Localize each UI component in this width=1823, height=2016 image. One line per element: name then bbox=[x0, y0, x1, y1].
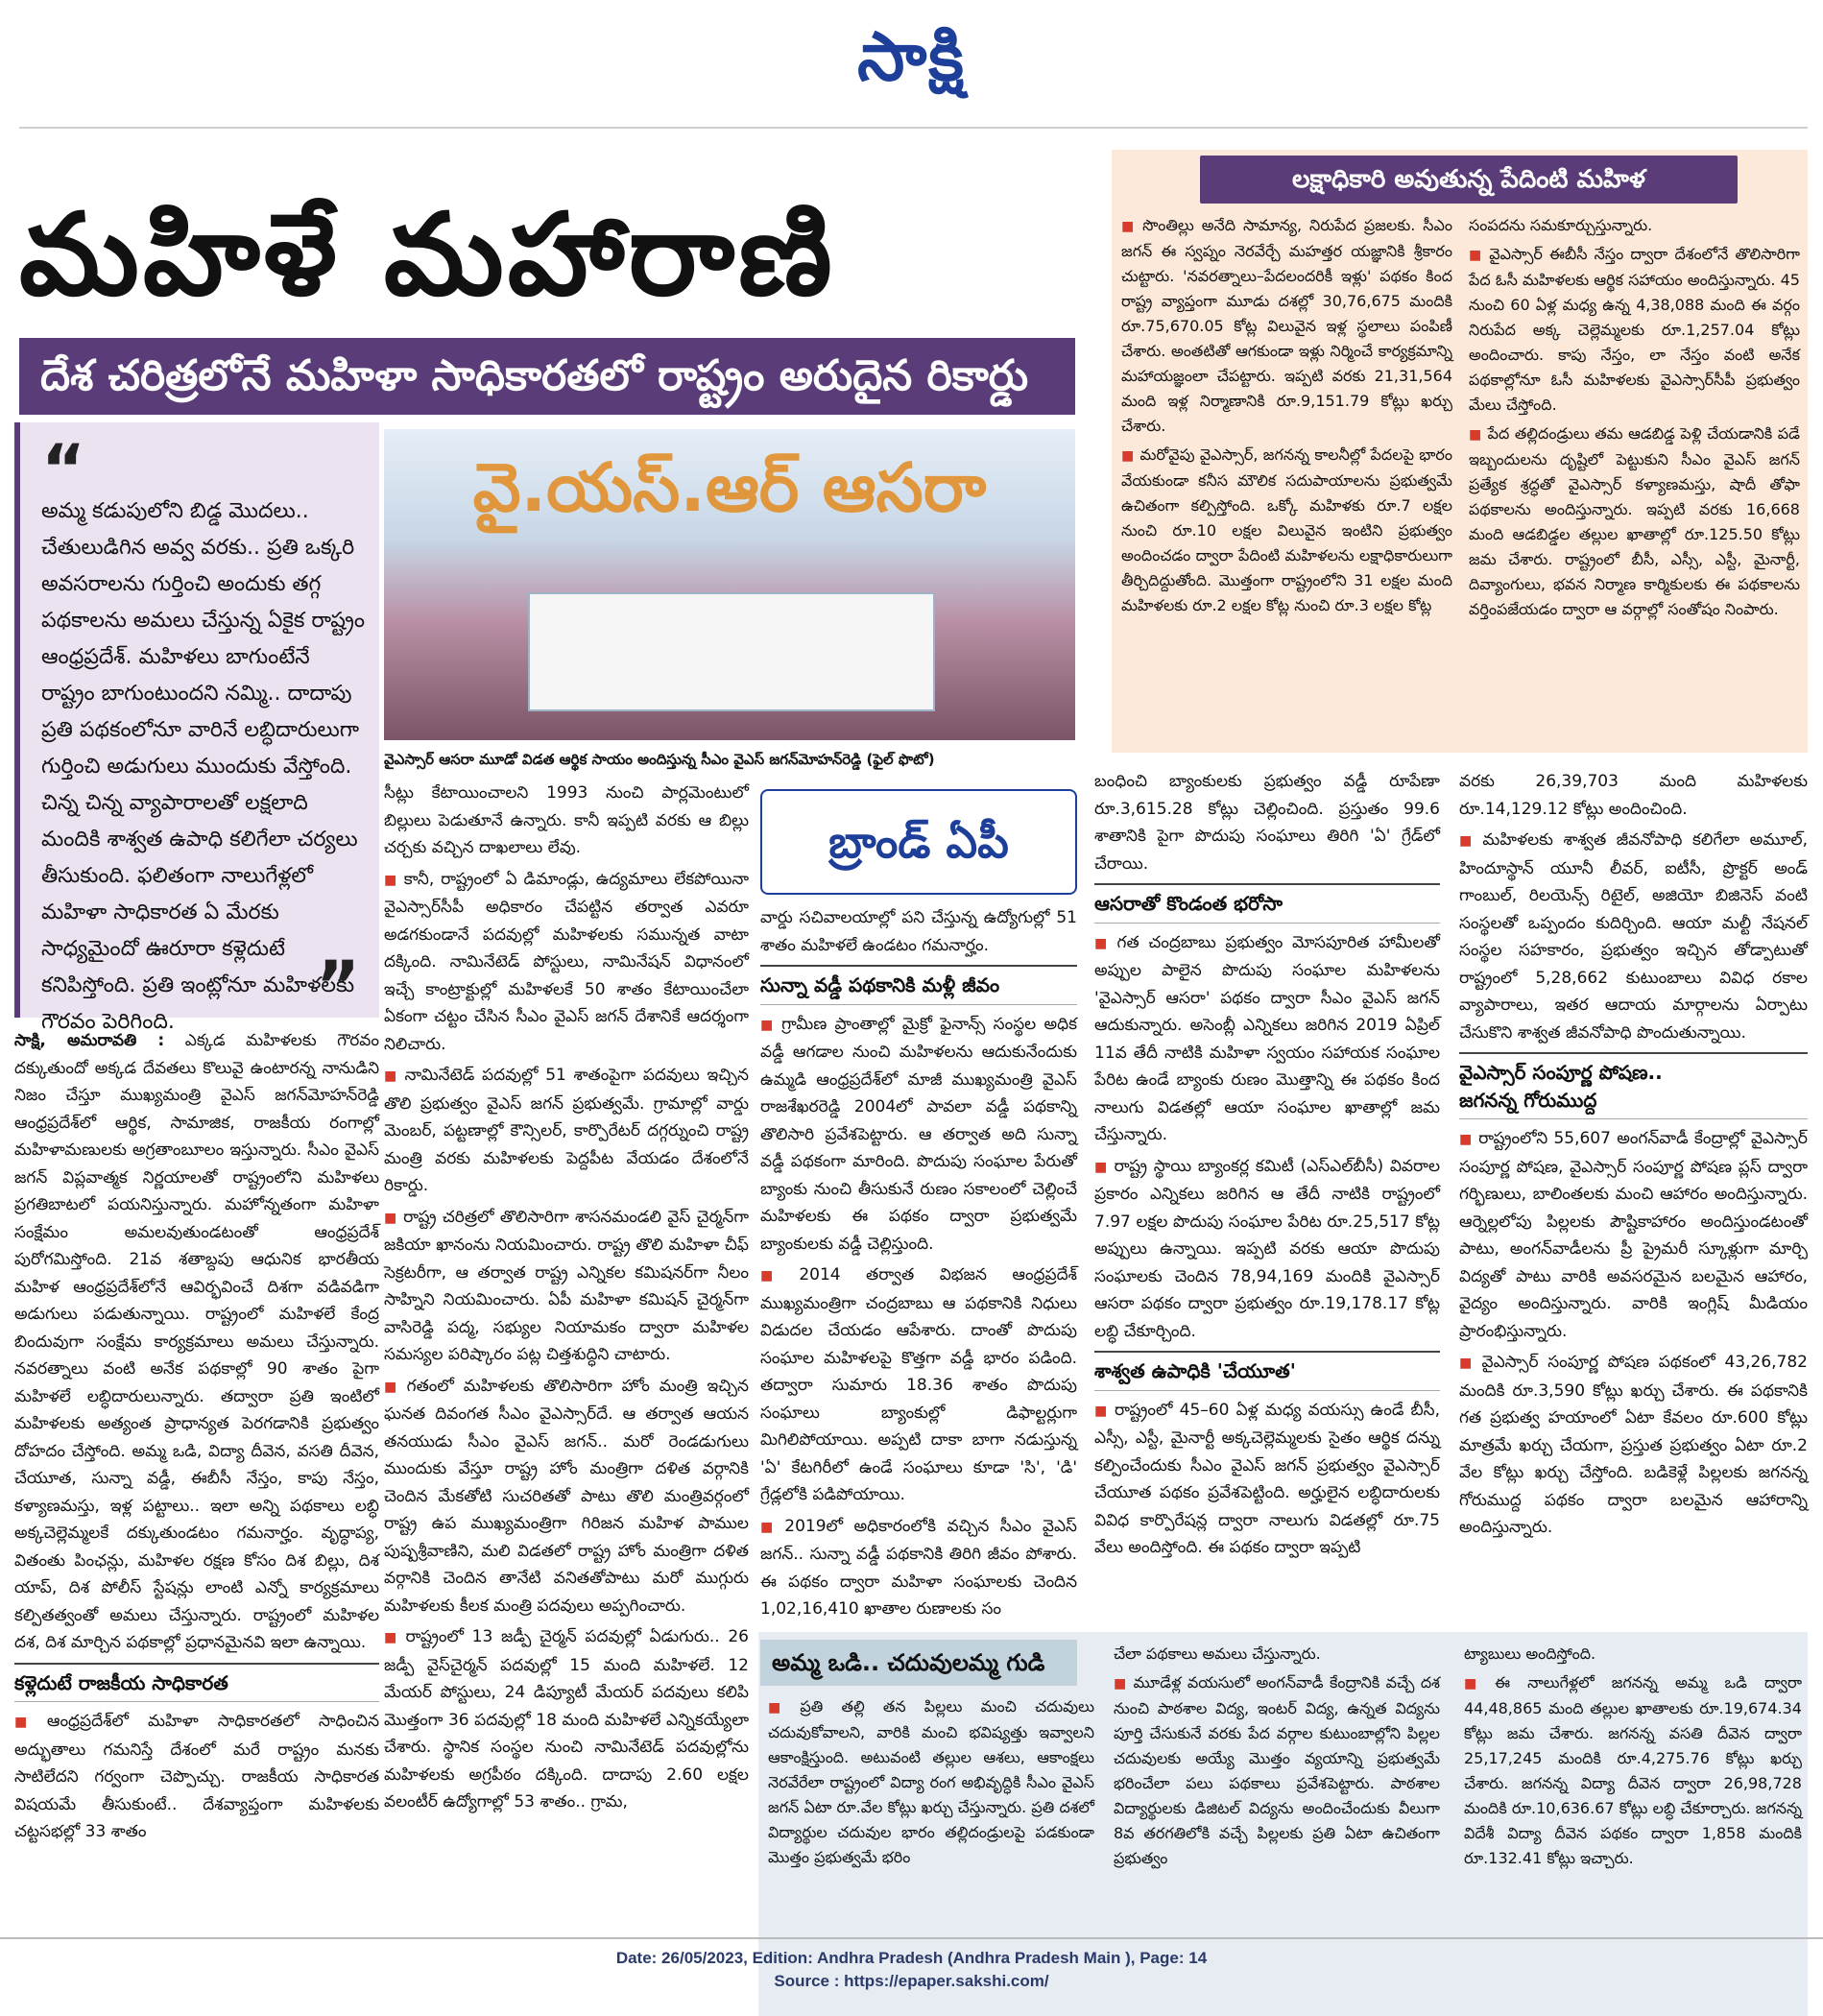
paragraph: మరోవైపు వైఎస్సార్, జగనన్న కాలనీల్లో పేదలపై భారం వేయకుండా కనీస మౌలిక సదుపాయాలను ప్రభుత్వమే ఉచితంగా కల్పిస్తోంది. ఒక్కో మహిళకు రూ.7 లక్షల నుంచి రూ.10 లక్షల విలువైన ఇంటిని ప్రభుత్వం అందించడం ద్వారా పేదింటి మహిళలను లక్షాధికారులుగా తీర్చిదిద్దుతోంది. మొత్తంగా రాష్ట్రంలోని 31 లక్షల మంది మహిళలకు రూ.2 లక్షల కోట్ల నుంచి రూ.3 లక్షల కోట్ల bbox=[1121, 445, 1453, 614]
pull-quote-text: అమ్మ కడుపులోని బిడ్డ మొదలు.. చేతులుడిగిన అవ్వ వరకు.. ప్రతి ఒక్కరి అవసరాలను గుర్తించి అందుకు తగ్గ పథకాలను అమలు చేస్తున్న ఏకైక రాష్ట్రం ఆంధ్రప్రదేశ్. మహిళలు బాగుంటేనే రాష్ట్రం బాగుంటుందని నమ్మి.. దాదాపు ప్రతి పథకంలోనూ వారినే లబ్ధిదారులుగా గుర్తించి అడుగులు ముందుకు వేస్తోంది. చిన్న చిన్న వ్యాపారాలతో లక్షలాది మందికి శాశ్వత ఉపాధి కలిగేలా చర్యలు తీసుకుంది. ఫలితంగా నాలుగేళ్లలో మహిళా సాధికారత ఏ మేరకు సాధ్యమైందో ఊరూరా కళ్లెదుటే కనిపిస్తోంది. ప్రతి ఇంట్లోనూ మహిళలకు గౌరవం పెరిగింది. bbox=[41, 499, 366, 1034]
paragraph: ఈ నాలుగేళ్లలో జగనన్న అమ్మ ఒడి ద్వారా 44,48,865 మంది తల్లుల ఖాతాలకు రూ.19,674.34 కోట్లు జమ చేశారు. జగనన్న వసతి దీవెన ద్వారా 25,17,245 మందికి రూ.4,275.76 కోట్లు ఖర్చు చేశారు. జగనన్న విద్యా దీవెన ద్వారా 26,98,728 మందికి రూ.10,636.67 కోట్లు లబ్ధి చేకూర్చారు. జగనన్న విదేశీ విద్యా దీవెన పథకం ద్వారా 1,858 మందికి రూ.132.41 కోట్లు ఇచ్చారు. bbox=[1464, 1673, 1802, 1867]
section-heading-line-1: వైఎస్సార్ సంపూర్ణ పోషణ.. bbox=[1459, 1061, 1663, 1084]
paragraph: చేలా పథకాలు అమలు చేస్తున్నారు. bbox=[1114, 1644, 1321, 1663]
article-column-1 bbox=[14, 1027, 379, 1930]
bullet-icon: ■ bbox=[760, 1519, 780, 1535]
sidebar-column-right bbox=[1469, 213, 1800, 746]
bullet-icon: ■ bbox=[384, 1630, 400, 1645]
section-heading: సున్నా వడ్డీ పథకానికి మళ్లీ జీవం bbox=[760, 965, 1077, 1005]
bullet-icon: ■ bbox=[1094, 1159, 1109, 1175]
paragraph: రాష్ట్రంలోని 55,607 అంగన్‌వాడీ కేంద్రాల్లో వైఎస్సార్ సంపూర్ణ పోషణ, వైఎస్సార్ సంపూర్ణ పోషణ ప్లస్ ద్వారా గర్భిణులు, బాలింతలకు మంచి ఆహారం అందిస్తున్నారు. ఆర్నెల్లలోపు పిల్లలకు పౌష్టికాహారం అందిస్తుండటంతో పాటు, అంగన్‌వాడీలను ప్రీ ప్రైమరీ స్కూళ్లుగా మార్చి విద్యతో పాటు వారికి అవసరమైన బలమైన ఆహారం, వైద్యం అందిస్తున్నారు. వారికి ఇంగ్లిష్ మీడియం ప్రారంభిస్తున్నారు. bbox=[1459, 1129, 1808, 1341]
section-heading: శాశ్వత ఉపాధికి 'చేయూత' bbox=[1094, 1351, 1440, 1391]
bullet-icon: ■ bbox=[384, 1068, 399, 1084]
bullet-icon: ■ bbox=[760, 1268, 794, 1284]
paragraph: ప్రతి తల్లి తన పిల్లలు మంచి చదువులు చదువుకోవాలని, వారికి మంచి భవిష్యత్తు ఇవ్వాలని ఆకాంక్షిస్తుంది. అటువంటి తల్లుల ఆశలు, ఆకాంక్షలు నెరవేరేలా రాష్ట్రంలో విద్యా రంగ అభివృద్ధికి సీఎం వైఎస్ జగన్ ఏటా రూ.వేల కోట్లు ఖర్చు చేస్తున్నారు. ప్రతి దశలో విద్యార్థుల చదువుల భారం తల్లిదండ్రులపై పడకుండా మొత్తం ప్రభుత్వమే భరిం bbox=[768, 1697, 1094, 1866]
paragraph: సంపదను సమకూర్చుస్తున్నారు. bbox=[1469, 216, 1653, 234]
footer bbox=[0, 1937, 1823, 2004]
article-column-3 bbox=[760, 904, 1077, 1624]
paragraph: పేద తల్లిదండ్రులు తమ ఆడబిడ్డ పెళ్లి చేయడానికి పడే ఇబ్బందులను దృష్టిలో పెట్టుకుని సీఎం వైఎస్ జగన్ ప్రత్యేక శ్రద్ధతో వైఎస్సార్ కళ్యాణమస్తు, షాదీ తోఫా పథకాలను అందిస్తున్నారు. ఇప్పటి వరకు 16,668 మంది ఆడబిడ్డల తల్లుల ఖాతాల్లో రూ.125.50 కోట్లు జమ చేశారు. రాష్ట్రంలో బీసీ, ఎస్సీ, ఎస్టీ, మైనార్టీ, దివ్యాంగులు, భవన నిర్మాణ కార్మికులకు ఈ పథకాలను వర్తింపజేయడం ద్వారా ఆ వర్గాల్లో సంతోషం నింపారు. bbox=[1469, 424, 1800, 618]
open-quote-icon: “ bbox=[41, 430, 86, 509]
section-heading: కళ్లెదుటే రాజకీయ సాధికారత bbox=[14, 1663, 379, 1703]
bullet-icon: ■ bbox=[1094, 1403, 1109, 1419]
bullet-icon: ■ bbox=[384, 872, 398, 888]
section-heading-line-2: జగనన్న గోరుముద్ద bbox=[1459, 1088, 1597, 1112]
paragraph: ట్యాబులు అందిస్తోంది. bbox=[1464, 1644, 1596, 1663]
bullet-icon: ■ bbox=[760, 1017, 777, 1033]
bullet-icon: ■ bbox=[1464, 1676, 1490, 1692]
paragraph: వైఎస్సార్ ఈబీసీ నేస్తం ద్వారా దేశంలోనే తొలిసారిగా పేద ఓసీ మహిళలకు ఆర్థిక సహాయం అందిస్తున్నారు. 45 నుంచి 60 ఏళ్ల మధ్య ఉన్న 4,38,088 మంది ఈ వర్గం నిరుపేద అక్క చెల్లెమ్మలకు రూ.1,257.04 కోట్లు అందించారు. కాపు నేస్తం, లా నేస్తం వంటి అనేక పథకాల్లోనూ ఓసీ మహిళలకు వైఎస్సార్‌సీపీ ప్రభుత్వం మేలు చేస్తోంది. bbox=[1469, 245, 1800, 414]
bullet-icon: ■ bbox=[384, 1379, 401, 1395]
bullet-icon: ■ bbox=[1114, 1676, 1128, 1692]
bullet-icon: ■ bbox=[1459, 1356, 1476, 1371]
subheadline: దేశ చరిత్రలోనే మహిళా సాధికారతలో రాష్ట్రం అరుదైన రికార్డు bbox=[19, 338, 1075, 415]
headline: మహిళే మహారాణి bbox=[19, 188, 836, 321]
paragraph: వరకు 26,39,703 మంది మహిళలకు రూ.14,129.12 కోట్లు అందించింది. bbox=[1459, 772, 1808, 819]
article-column-5 bbox=[1459, 768, 1808, 1622]
bottom-box-title: అమ్మ ఒడి.. చదువులమ్మ గుడి bbox=[760, 1640, 1077, 1686]
brand-ap-logo: బ్రాండ్ ఏపీ bbox=[760, 789, 1077, 895]
paragraph: 2014 తర్వాత విభజన ఆంధ్రప్రదేశ్ ముఖ్యమంత్రిగా చంద్రబాబు ఆ పథకానికి నిధులు విడుదల చేయడం ఆపేశారు. దాంతో పొదుపు సంఘాల మహిళలపై కొత్తగా వడ్డీ భారం పడింది. తద్వారా సుమారు 18.36 శాతం పొదుపు సంఘాలు బ్యాంకుల్లో డిఫాల్టర్లుగా మిగిలిపోయాయి. అప్పటి దాకా బాగా నడుస్తున్న 'ఏ' కేటగిరీలో ఉండే సంఘాలు కూడా 'సి', 'డి' గ్రేడ్లలోకి పడిపోయాయి. bbox=[760, 1265, 1078, 1504]
bullet-icon: ■ bbox=[768, 1700, 795, 1716]
cheque-graphic bbox=[528, 592, 935, 711]
bullet-icon: ■ bbox=[1469, 248, 1484, 263]
bullet-icon: ■ bbox=[1094, 935, 1112, 951]
bottom-column-1 bbox=[768, 1694, 1094, 1925]
bullet-icon: ■ bbox=[384, 1210, 398, 1226]
paragraph: 2019లో అధికారంలోకి వచ్చిన సీఎం వైఎస్ జగన్.. సున్నా వడ్డీ పథకానికి తిరిగి జీవం పోశారు. ఈ పథకం ద్వారా మహిళా సంఘాలకు చెందిన 1,02,16,410 ఖాతాల రుణాలకు సం bbox=[760, 1516, 1077, 1619]
sidebar-column-left bbox=[1121, 213, 1452, 746]
section-heading: ఆసరాతో కొండంత భరోసా bbox=[1094, 883, 1440, 924]
paragraph: వైఎస్సార్ సంపూర్ణ పోషణ పథకంలో 43,26,782 మందికి రూ.3,590 కోట్లు ఖర్చు చేశారు. ఈ పథకానికి గత ప్రభుత్వ హయాంలో ఏటా కేవలం రూ.600 కోట్లు మాత్రమే ఖర్చు చేయగా, ప్రస్తుత ప్రభుత్వం ఏటా రూ.2 వేల కోట్లు ఖర్చు చేస్తోంది. బడికెళ్లే పిల్లలకు జగనన్న గోరుముద్ద పథకం ద్వారా బలమైన ఆహారాన్ని అందిస్తున్నారు. bbox=[1459, 1353, 1808, 1537]
pull-quote bbox=[14, 422, 379, 1034]
footer-date-line: Date: 26/05/2023, Edition: Andhra Pradesh (Andhra Pradesh Main ), Page: 14 bbox=[615, 1949, 1208, 1967]
bullet-icon: ■ bbox=[1121, 219, 1138, 234]
close-quote-icon: ” bbox=[315, 947, 360, 1025]
newspaper-logo[interactable]: సాక్షి bbox=[857, 17, 966, 96]
paragraph: ఆంధ్రప్రదేశ్‌లో మహిళా సాధికారతలో సాధించిన అద్భుతాలు గమనిస్తే దేశంలో మరే రాష్ట్రం మనకు సాటిలేదని గర్వంగా చెప్పొచ్చు. రాజకీయ సాధికారత విషయమే తీసుకుంటే.. దేశవ్యాప్తంగా మహిళలకు చట్టసభల్లో 33 శాతం bbox=[14, 1712, 379, 1841]
paragraph: బంధించి బ్యాంకులకు ప్రభుత్వం వడ్డీ రూపేణా రూ.3,615.28 కోట్లు చెల్లించింది. ప్రస్తుతం 99.6 శాతానికి పైగా పొదుపు సంఘాలు తిరిగి 'ఏ' గ్రేడ్‌లో చేరాయి. bbox=[1094, 772, 1440, 874]
footer-source-link[interactable]: Source : https://epaper.sakshi.com/ bbox=[774, 1972, 1049, 1990]
article-column-4 bbox=[1094, 768, 1440, 1622]
paragraph: సొంతిల్లు అనేది సామాన్య, నిరుపేద ప్రజలకు. సీఎం జగన్ ఈ స్వప్నం నెరవేర్చే మహత్తర యజ్ఞానికి శ్రీకారం చుట్టారు. 'నవరత్నాలు–పేదలందరికీ ఇళ్లు' పథకం కింద రాష్ట్ర వ్యాప్తంగా మూడు దశల్లో 30,76,675 మందికి రూ.75,670.05 కోట్ల విలువైన ఇళ్ల స్థలాలు పంపిణీ చేశారు. అంతటితో ఆగకుండా ఇళ్లు నిర్మించే కార్యక్రమాన్ని మహాయజ్ఞంలా చేపట్టారు. ఇప్పటి వరకు 21,31,564 మంది ఇళ్ల నిర్మాణానికి రూ.9,151.79 కోట్లు ఖర్చు చేశారు. bbox=[1121, 216, 1453, 435]
bullet-icon: ■ bbox=[1469, 427, 1482, 443]
paragraph: సీట్లు కేటాయించాలని 1993 నుంచి పార్లమెంటులో బిల్లులు పెడుతూనే ఉన్నారు. కానీ ఇప్పటి వరకు ఆ బిల్లు చర్చకు వచ్చిన దాఖలాలు లేవు. bbox=[384, 783, 749, 857]
article-column-2 bbox=[384, 780, 749, 1930]
bullet-icon: ■ bbox=[1121, 448, 1135, 464]
paragraph: గ్రామీణ ప్రాంతాల్లో మైక్రో ఫైనాన్స్ సంస్థల అధిక వడ్డీ ఆగడాల నుంచి మహిళలను ఆదుకునేందుకు ఉమ్మడి ఆంధ్రప్రదేశ్‌లో మాజీ ముఖ్యమంత్రి వైఎస్ రాజశేఖరరెడ్డి 2004లో పావలా వడ్డీ పథకాన్ని తొలిసారి ప్రవేశపెట్టారు. ఆ తర్వాత అది సున్నా వడ్డీ పథకంగా మారింది. పొదుపు సంఘాల పేరుతో బ్యాంకు నుంచి తీసుకునే రుణం సకాలంలో చెల్లించే మహిళలకు ఈ పథకం ద్వారా ప్రభుత్వమే బ్యాంకులకు వడ్డీ చెల్లిస్తుంది. bbox=[760, 1014, 1077, 1254]
paragraph: మూడేళ్ల వయసులో అంగన్‌వాడీ కేంద్రానికి వచ్చే దశ నుంచి పాఠశాల విద్య, ఇంటర్ విద్య, ఉన్నత విద్యను పూర్తి చేసుకునే వరకు పేద వర్గాల కుటుంబాల్లోని పిల్లల చదువులకు అయ్యే మొత్తం వ్యయాన్ని ప్రభుత్వమే భరించేలా పలు పథకాలు ప్రవేశపెట్టారు. పాఠశాల విద్యార్థులకు డిజిటల్ విద్యను అందించేందుకు వీలుగా 8వ తరగతిలోకి వచ్చే పిల్లలకు ప్రతి ఏటా ఉచితంగా ప్రభుత్వం bbox=[1114, 1673, 1440, 1867]
paragraph: గత చంద్రబాబు ప్రభుత్వం మోసపూరిత హామీలతో అప్పుల పాలైన పొదుపు సంఘాల మహిళలను 'వైఎస్సార్ ఆసరా' పథకం ద్వారా సీఎం వైఎస్ జగన్ ఆదుకున్నారు. అసెంబ్లీ ఎన్నికలు జరిగిన 2019 ఏప్రిల్ 11వ తేదీ నాటికి మహిళా స్వయం సహాయక సంఘాల పేరిట ఉండే బ్యాంకు రుణం మొత్తాన్ని ఈ పథకం కింద నాలుగు విడతల్లో ఆయా సంఘాల ఖాతాల్లో జమ చేస్తున్నారు. bbox=[1094, 932, 1440, 1144]
paragraph: మహిళలకు శాశ్వత జీవనోపాధి కలిగేలా అమూల్, హిందూస్థాన్ యూనీ లీవర్, ఐటీసీ, ప్రొక్టర్ అండ్ గాంబుల్, రిలయెన్స్ రిటైల్, అజియో బిజినెస్ వంటి సంస్థలతో ఒప్పందం కుదిర్చింది. ఆయా మల్టీ నేషనల్ సంస్థల సహకారం, ప్రభుత్వం ఇచ్చిన తోడ్పాటుతో రాష్ట్రంలో 5,28,662 కుటుంబాలు వివిధ రకాల వ్యాపారాలు, ఇతర ఆదాయ మార్గాలను ఏర్పాటు చేసుకొని శాశ్వత జీవనోపాధి పొందుతున్నాయి. bbox=[1459, 830, 1808, 1043]
paragraph: కానీ, రాష్ట్రంలో ఏ డిమాండ్లు, ఉద్యమాలు లేకపోయినా వైఎస్సార్‌సీపీ అధికారం చేపట్టిన తర్వాత ఎవరూ అడగకుండానే పదవుల్లో మహిళలకు సమున్నత వాటా దక్కింది. నామినేటెడ్ పోస్టులు, నామినేషన్ విధానంలో ఇచ్చే కాంట్రాక్టుల్లో మహిళలకే 50 శాతం కేటాయించేలా ఏకంగా చట్టం చేసిన సీఎం వైఎస్ జగన్ దేశానికే ఆదర్శంగా నిలిచారు. bbox=[384, 869, 749, 1054]
bullet-icon: ■ bbox=[14, 1715, 41, 1730]
photo-banner: వై.యస్.ఆర్ ఆసరా bbox=[472, 448, 987, 527]
paragraph: వార్డు సచివాలయాల్లో పని చేస్తున్న ఉద్యోగుల్లో 51 శాతం మహిళలే ఉండటం గమనార్హం. bbox=[760, 908, 1077, 955]
bullet-icon: ■ bbox=[1459, 833, 1477, 849]
sidebar-title: లక్షాధికారి అవుతున్న పేదింటి మహిళ bbox=[1200, 156, 1738, 204]
photo-caption: వైఎస్సార్ ఆసరా మూడో విడత ఆర్థిక సాయం అందిస్తున్న సీఎం వైఎస్ జగన్‌మోహన్‌రెడ్డి (ఫైల్ ఫొటో) bbox=[384, 751, 935, 768]
paragraph: రాష్ట్రంలో 45–60 ఏళ్ల మధ్య వయస్సు ఉండే బీసీ, ఎస్సీ, ఎస్టీ, మైనార్టీ అక్కచెల్లెమ్మలకు సైతం ఆర్థిక దన్ను కల్పించేందుకు సీఎం వైఎస్ జగన్ ప్రభుత్వం వైఎస్సార్ చేయూత పథకం ప్రవేశపెట్టింది. అర్హులైన లబ్ధిదారులకు వివిధ కార్పొరేషన్ల ద్వారా నాలుగు విడతల్లో రూ.75 వేలు అందిస్తోంది. ఈ పథకం ద్వారా ఇప్పటి bbox=[1094, 1400, 1440, 1557]
paragraph: ఎక్కడ మహిళలకు గౌరవం దక్కుతుందో అక్కడ దేవతలు కొలువై ఉంటారన్న నానుడిని నిజం చేస్తూ ముఖ్యమంత్రి వైఎస్ జగన్‌మోహన్‌రెడ్డి ఆంధ్రప్రదేశ్‌లో ఆర్థిక, సామాజిక, రాజకీయ రంగాల్లో మహిళామణులకు అగ్రతాంబూలం ఇస్తున్నారు. సీఎం వైఎస్ జగన్ విప్లవాత్మక నిర్ణయాలతో రాష్ట్రంలోని మహిళలు ప్రగతిబాటలో పయనిస్తున్నారు. మహోన్నతంగా మహిళా సంక్షేమం అమలవుతుండటంతో ఆంధ్రప్రదేశ్ పురోగమిస్తోంది. 21వ శతాబ్దపు ఆధునిక భారతీయ మహిళ ఆంధ్రప్రదేశ్‌లోనే ఆవిర్భవించే దిశగా వడివడిగా అడుగులు పడుతున్నాయి. రాష్ట్రంలో మహిళలే కేంద్ర బిందువుగా సంక్షేమ కార్యక్రమాలు అమలు చేస్తున్నారు. నవరత్నాలు వంటి అనేక పథకాల్లో 90 శాతం పైగా మహిళలే లబ్ధిదారులున్నారు. తద్వారా ప్రతి ఇంటిలో మహిళలకు అత్యంత ప్రాధాన్యత పెరగడానికి ప్రభుత్వం దోహదం చేస్తోంది. అమ్మ ఒడి, విద్యా దీవెన, వసతి దీవెన, చేయూత, సున్నా వడ్డీ, ఈబీసీ నేస్తం, కాపు నేస్తం, కళ్యాణమస్తు, ఇళ్ల పట్టాలు.. ఇలా అన్ని పథకాలు లబ్ధి అక్కచెల్లెమ్మలకే దక్కుతుండటం గమనార్హం. వృద్ధాప్య, వితంతు పింఛన్లు, మహిళల రక్షణ కోసం దిశ బిల్లు, దిశ యాప్, దిశ పోలీస్ స్టేషన్లు లాంటి ఎన్నో కార్యక్రమాలు కల్పితత్వంతో అమలు చేస్తున్నారు. రాష్ట్రంలో మహిళల దశ, దిశ మార్చిన పథకాల్లో ప్రధానమైనవి ఇలా ఉన్నాయి. bbox=[14, 1031, 379, 1652]
bullet-icon: ■ bbox=[1459, 1132, 1474, 1147]
paragraph: నామినేటెడ్ పదవుల్లో 51 శాతంపైగా పదవులు ఇచ్చిన తొలి ప్రభుత్వం వైఎస్ జగన్ ప్రభుత్వమే. గ్రామాల్లో వార్డు మెంబర్, పట్టణాల్లో కౌన్సిలర్, కార్పొరేటర్ దగ్గర్నుంచి రాష్ట్ర మంత్రి వరకు మహిళలకు పెద్దపీట వేయడం దేశంలోనే రికార్డు. bbox=[384, 1066, 749, 1195]
section-heading bbox=[1459, 1052, 1808, 1119]
bottom-column-2 bbox=[1114, 1642, 1440, 1925]
paragraph: రాష్ట్ర చరిత్రలో తొలిసారిగా శాసనమండలి వైస్ చైర్మన్‌గా జకియా ఖానంను నియమించారు. రాష్ట్ర తొలి మహిళా చీఫ్ సెక్రటరీగా, ఆ తర్వాత రాష్ట్ర ఎన్నికల కమిషనర్‌గా నీలం సాహ్నిని నియమించారు. ఏపీ మహిళా కమిషన్ చైర్మన్‌గా వాసిరెడ్డి పద్మ, సభ్యుల నియామకం ద్వారా మహిళల సమస్యల పరిష్కారం పట్ల చిత్తశుద్ధిని చాటారు. bbox=[384, 1207, 749, 1364]
lead-photo bbox=[384, 429, 1075, 740]
masthead bbox=[0, 0, 1823, 115]
paragraph: రాష్ట్ర స్థాయి బ్యాంకర్ల కమిటీ (ఎస్‌ఎల్‌బీసీ) వివరాల ప్రకారం ఎన్నికలు జరిగిన ఆ తేదీ నాటికి రాష్ట్రంలో 7.97 లక్షల పొదుపు సంఘాల పేరిట రూ.25,517 కోట్ల అప్పులు ఉన్నాయి. ఇప్పటి వరకు ఆయా పొదుపు సంఘాలకు చెందిన 78,94,169 మందికి వైఎస్సార్ ఆసరా పథకం ద్వారా ప్రభుత్వం రూ.19,178.17 కోట్ల లబ్ధి చేకూర్చింది. bbox=[1094, 1156, 1440, 1341]
paragraph: గతంలో మహిళలకు తొలిసారిగా హోం మంత్రి ఇచ్చిన ఘనత దివంగత సీఎం వైఎస్సార్‌దే. ఆ తర్వాత ఆయన తనయుడు సీఎం వైఎస్ జగన్.. మరో రెండడుగులు ముందుకు వేస్తూ రాష్ట్ర హోం మంత్రిగా దళిత వర్గానికి చెందిన మేకతోటి సుచరితతో పాటు తొలి మంత్రివర్గంలో రాష్ట్ర ఉప ముఖ్యమంత్రిగా గిరిజన మహిళ పాముల పుష్పశ్రీవాణిని, మలి విడతలో రాష్ట్ర హోం మంత్రిగా దళిత వర్గానికి చెందిన తానేటి వనితతోపాటు మరో ముగ్గురు మహిళలకు కీలక మంత్రి పదవులు అప్పగించారు. bbox=[384, 1376, 749, 1616]
bottom-column-3 bbox=[1464, 1642, 1802, 1925]
top-rule bbox=[19, 127, 1808, 129]
paragraph: రాష్ట్రంలో 13 జడ్పీ చైర్మన్ పదవుల్లో ఏడుగురు.. 26 జడ్పీ వైస్‌చైర్మన్ పదవుల్లో 15 మంది మహిళలే. 12 మేయర్ పోస్టులు, 24 డిప్యూటీ మేయర్ పదవులు కలిపి మొత్తంగా 36 పదవుల్లో 18 మంది మహిళలే ఎన్నికయ్యేలా చేశారు. స్థానిక సంస్థల నుంచి నామినేటెడ్ పదవుల్లోను మహిళలకు అగ్రపీఠం దక్కింది. దాదాపు 2.60 లక్షల వలంటీర్ ఉద్యోగాల్లో 53 శాతం.. గ్రామ, bbox=[384, 1627, 749, 1812]
dateline: సాక్షి, అమరావతి : bbox=[14, 1031, 165, 1050]
